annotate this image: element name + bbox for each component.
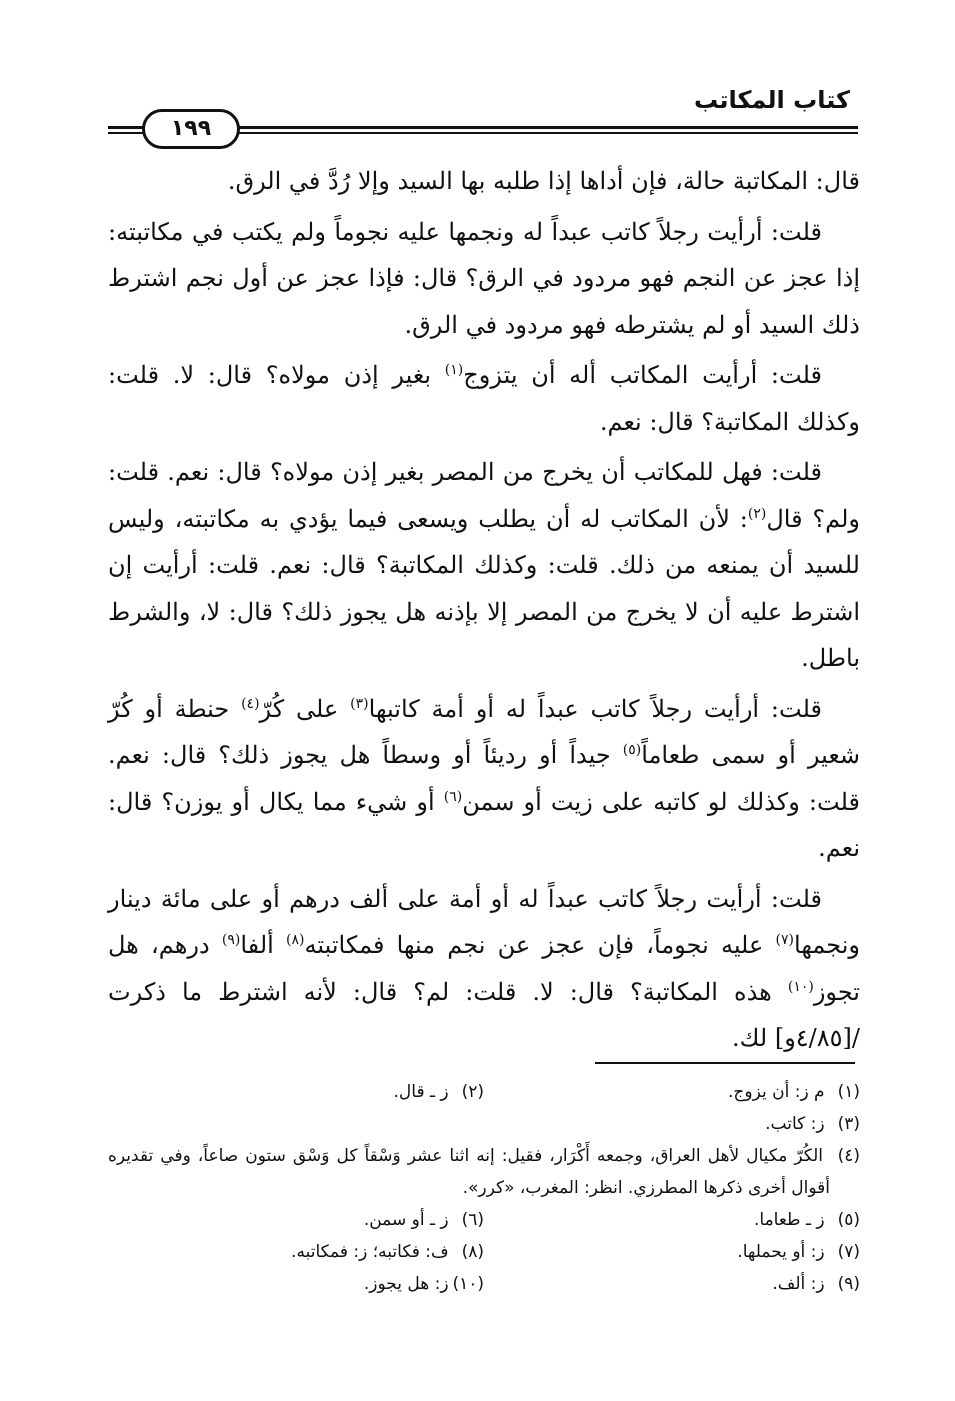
footnote-number: (١) <box>837 1082 860 1102</box>
paragraph-6-part-2: عليه نجوماً، فإن عجز عن نجم منها فمكاتبته <box>304 931 776 959</box>
footnote-number: (٢) <box>461 1082 484 1102</box>
footnote-4 <box>108 1140 860 1204</box>
paragraph-6-part-4: درهم، هل تجوز <box>108 931 860 1006</box>
paragraph-5-part-1: قلت: أرأيت رجلاً كاتب عبداً له أو أمة كاتبها <box>368 694 822 723</box>
footnote-text: ز: هل يجوز. <box>363 1274 449 1294</box>
footnote-ref-8: (٨) <box>286 932 305 948</box>
footnote-text: الكُرّ مكيال لأهل العراق، وجمعه أَكْرَار، فقيل: إنه اثنا عشر وَسْقاً كل وَسْق ستون صاعاً، وفي تقديره أقوال أخرى ذكرها المطرزي. انظر: المغرب، «كرر». <box>108 1146 830 1198</box>
paragraph-4-part-2: : لأن المكاتب له أن يطلب ويسعى فيما يؤدي به مكاتبته، وليس للسيد أن يمنعه من ذلك. قلت: وكذلك المكاتبة؟ قال: نعم. قلت: أرأيت إن اشترط عليه أن لا يخرج من المصر إلا بإذنه هل يجوز ذلك؟ قال: لا، والشرط باطل. <box>108 504 860 672</box>
footnote-number: (٣) <box>837 1114 860 1134</box>
footnote-separator <box>595 1062 855 1064</box>
footnote-text: م ز: أن يزوج. <box>728 1082 825 1102</box>
footnote-row <box>108 1108 860 1140</box>
footnote-number: (٦) <box>461 1210 484 1230</box>
paragraph-5-part-2: على كُرّ <box>259 694 351 723</box>
footnote-number: (١٠) <box>452 1274 484 1294</box>
footnote-number: (٥) <box>837 1210 860 1230</box>
footnote-ref-6: (٦) <box>443 788 463 805</box>
footnote-1 <box>484 1076 860 1108</box>
paragraph-6-part-1: قلت: أرأيت رجلاً كاتب عبداً له أو أمة على ألف درهم أو على مائة دينار ونجمها <box>108 884 861 959</box>
paragraph-5-part-3: حنطة أو كُرّ شعير أو سمى طعاماً <box>108 694 861 769</box>
footnote-number: (٧) <box>837 1242 860 1262</box>
paragraph-5-part-5: أو شيء مما يكال أو يوزن؟ قال: نعم. <box>108 787 860 862</box>
footnote-text: ز ـ طعاما. <box>753 1210 825 1230</box>
paragraph-5-part-4: جيداً أو رديئاً أو وسطاً هل يجوز ذلك؟ قال: نعم. قلت: وكذلك لو كاتبه على زيت أو سمن <box>108 741 860 816</box>
footnote-text: ز: أو يحملها. <box>737 1242 825 1262</box>
paragraph-3 <box>108 352 860 445</box>
footnote-row <box>108 1204 860 1236</box>
footnote-5 <box>484 1204 860 1236</box>
paragraph-6 <box>108 876 860 1062</box>
footnotes <box>108 1076 860 1300</box>
footnote-9 <box>484 1268 860 1300</box>
running-title: كتاب المكاتب <box>694 86 850 114</box>
page-number: ١٩٩ <box>142 109 240 149</box>
footnote-text: ف: فكاتبه؛ ز: فمكاتبه. <box>291 1242 449 1262</box>
footnote-6 <box>108 1204 484 1236</box>
footnote-text: ز: كاتب. <box>765 1114 825 1134</box>
footnote-ref-5: (٥) <box>622 742 642 758</box>
paragraph-6-part-5: هذه المكاتبة؟ قال: لا. قلت: لم؟ قال: لأنه اشترط ما ذكرت /[٤/٨٥و] لك. <box>108 977 860 1052</box>
footnote-row <box>108 1268 860 1300</box>
footnote-number: (٤) <box>837 1146 861 1166</box>
footnote-text: ز ـ أو سمن. <box>363 1210 449 1230</box>
footnote-ref-7: (٧) <box>775 932 794 948</box>
footnote-ref-3: (٣) <box>350 695 369 712</box>
footnote-ref-1: (١) <box>444 362 464 378</box>
paragraph-1: قال: المكاتبة حالة، فإن أداها إذا طلبه بها السيد وإلا رُدَّ في الرق. <box>227 167 860 195</box>
footnote-row <box>108 1076 860 1108</box>
paragraph-3-part-2: بغير إذن مولاه؟ قال: لا. قلت: وكذلك المكاتبة؟ قال: نعم. <box>108 361 860 436</box>
paragraph-5 <box>108 686 860 872</box>
paragraph-2: قلت: أرأيت رجلاً كاتب عبداً له ونجمها عليه نجوماً ولم يكتب في مكاتبته: إذا عجز عن النجم فهو مردود في الرق؟ قال: فإذا عجز عن أول نجم اشترط ذلك السيد أو لم يشترطه فهو مردود في الرق. <box>108 217 860 339</box>
footnote-ref-10: (١٠) <box>787 978 814 995</box>
main-text <box>108 158 860 1066</box>
footnote-2 <box>108 1076 484 1108</box>
footnote-10 <box>108 1268 484 1300</box>
paragraph-4 <box>108 449 860 682</box>
footnote-text: ز ـ قال. <box>393 1082 449 1102</box>
paragraph-6-part-3: ألفا <box>240 931 286 959</box>
footnote-number: (٨) <box>461 1242 484 1262</box>
footnote-ref-9: (٩) <box>221 932 241 948</box>
footnote-text: ز: ألف. <box>772 1274 825 1294</box>
footnote-ref-4: (٤) <box>241 695 260 712</box>
footnote-ref-2: (٢) <box>747 505 767 522</box>
footnote-7 <box>484 1236 860 1268</box>
paragraph-3-part-1: قلت: أرأيت المكاتب أله أن يتزوج <box>463 361 822 389</box>
footnote-8 <box>108 1236 484 1268</box>
paragraph-4-part-1: قلت: فهل للمكاتب أن يخرج من المصر بغير إذن مولاه؟ قال: نعم. قلت: ولم؟ قال <box>108 458 861 533</box>
footnote-row <box>108 1236 860 1268</box>
footnote-3 <box>484 1108 860 1140</box>
footnote-number: (٩) <box>837 1274 860 1294</box>
